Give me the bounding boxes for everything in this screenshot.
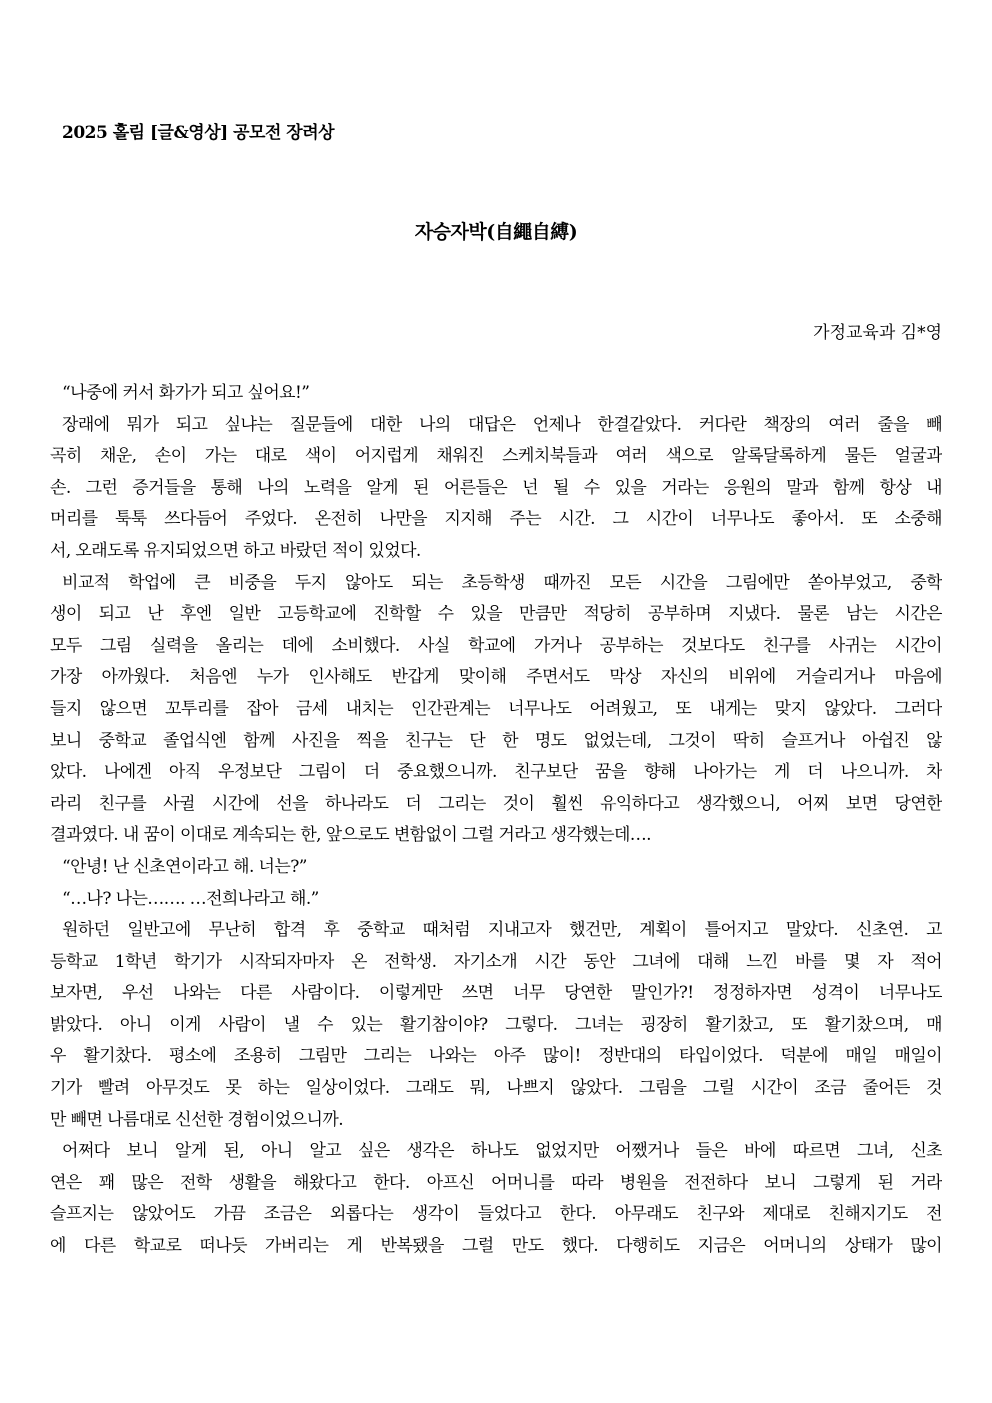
body-line: 들지 않으면 꼬투리를 잡아 금세 내치는 인간관계는 너무나도 어려웠고, 또 내게는 맞지 않았다. 그러다 [50,698,942,719]
body-line: 결과였다. 내 꿈이 이대로 계속되는 한, 앞으로도 변함없이 그럴 거라고 생각했는데…. [50,825,651,846]
body-line: 등학교 1학년 학기가 시작되자마자 온 전학생. 자기소개 시간 동안 그녀에 대해 느낀 바를 몇 자 적어 [50,951,942,972]
body-line: 어쩌다 보니 알게 된, 아니 알고 싶은 생각은 하나도 없었지만 어쨌거나 들은 바에 따르면 그녀, 신초 [62,1141,942,1162]
body-line: 기가 빨려 아무것도 못 하는 일상이었다. 그래도 뭐, 나쁘지 않았다. 그림을 그릴 시간이 조금 줄어든 것 [50,1078,942,1099]
body-line: 연은 꽤 많은 전학 생활을 해왔다고 한다. 아프신 어머니를 따라 병원을 전전하다 보니 그렇게 된 거라 [50,1172,942,1193]
body-line: 손. 그런 증거들을 통해 나의 노력을 알게 된 어른들은 넌 될 수 있을 거라는 응원의 말과 함께 항상 내 [50,477,942,498]
body-line: “…나? 나는……. …전희나라고 해.” [62,888,319,909]
author-byline: 가정교육과 김*영 [813,323,942,343]
body-line: 비교적 학업에 큰 비중을 두지 않아도 되는 초등학생 때까진 모든 시간을 그림에만 쏟아부었고, 중학 [62,572,942,593]
body-line: 가장 아까웠다. 처음엔 누가 인사해도 반갑게 맞이해 주면서도 막상 자신의 비위에 거슬리거나 마음에 [50,667,942,688]
body-line: 우 활기찼다. 평소에 조용히 그림만 그리는 나와는 아주 많이! 정반대의 타입이었다. 덕분에 매일 매일이 [50,1046,942,1067]
body-line: 밝았다. 아니 이게 사람이 낼 수 있는 활기참이야? 그렇다. 그녀는 굉장히 활기찼고, 또 활기찼으며, 매 [50,1014,942,1035]
essay-title: 자승자박(自繩自縛) [414,221,578,243]
body-line: 았다. 나에겐 아직 우정보단 그림이 더 중요했으니까. 친구보단 꿈을 향해 나아가는 게 더 나으니까. 차 [50,762,942,783]
essay-body [50,378,942,1263]
award-heading: 2025 홀림 [글&영상] 공모전 장려상 [62,123,335,143]
body-line: 장래에 뭐가 되고 싶냐는 질문들에 대한 나의 대답은 언제나 한결같았다. 커다란 책장의 여러 줄을 빼 [62,414,942,435]
body-line: 만 빼면 나름대로 신선한 경험이었으니까. [50,1109,343,1130]
body-line: 생이 되고 난 후엔 일반 고등학교에 진학할 수 있을 만큼만 적당히 공부하며 지냈다. 물론 남는 시간은 [50,604,942,625]
body-line: 서, 오래도록 유지되었으면 하고 바랐던 적이 있었다. [50,540,421,561]
body-line: 슬프지는 않았어도 가끔 조금은 외롭다는 생각이 들었다고 한다. 아무래도 친구와 제대로 친해지기도 전 [50,1204,942,1225]
body-line: “나중에 커서 화가가 되고 싶어요!” [62,383,310,403]
body-line: 곡히 채운, 손이 가는 대로 색이 어지럽게 채워진 스케치북들과 여러 색으로 알록달록하게 물든 얼굴과 [50,446,942,467]
body-line: 라리 친구를 사귈 시간에 선을 하나라도 더 그리는 것이 훨씬 유익하다고 생각했으니, 어찌 보면 당연한 [50,793,942,814]
body-line: 머리를 툭툭 쓰다듬어 주었다. 온전히 나만을 지지해 주는 시간. 그 시간이 너무나도 좋아서. 또 소중해 [50,509,942,530]
body-line: 보니 중학교 졸업식엔 함께 사진을 찍을 친구는 단 한 명도 없었는데, 그것이 딱히 슬프거나 아쉽진 않 [50,730,942,751]
body-line: 보자면, 우선 나와는 다른 사람이다. 이렇게만 쓰면 너무 당연한 말인가?! 정정하자면 성격이 너무나도 [50,983,942,1004]
body-line: 원하던 일반고에 무난히 합격 후 중학교 때처럼 지내고자 했건만, 계획이 틀어지고 말았다. 신초연. 고 [62,920,942,941]
body-line: 모두 그림 실력을 올리는 데에 소비했다. 사실 학교에 가거나 공부하는 것보다도 친구를 사귀는 시간이 [50,635,942,656]
body-line: 에 다른 학교로 떠나듯 가버리는 게 반복됐을 그럴 만도 했다. 다행히도 지금은 어머니의 상태가 많이 [50,1236,942,1257]
body-line: “안녕! 난 신초연이라고 해. 너는?” [62,856,307,877]
